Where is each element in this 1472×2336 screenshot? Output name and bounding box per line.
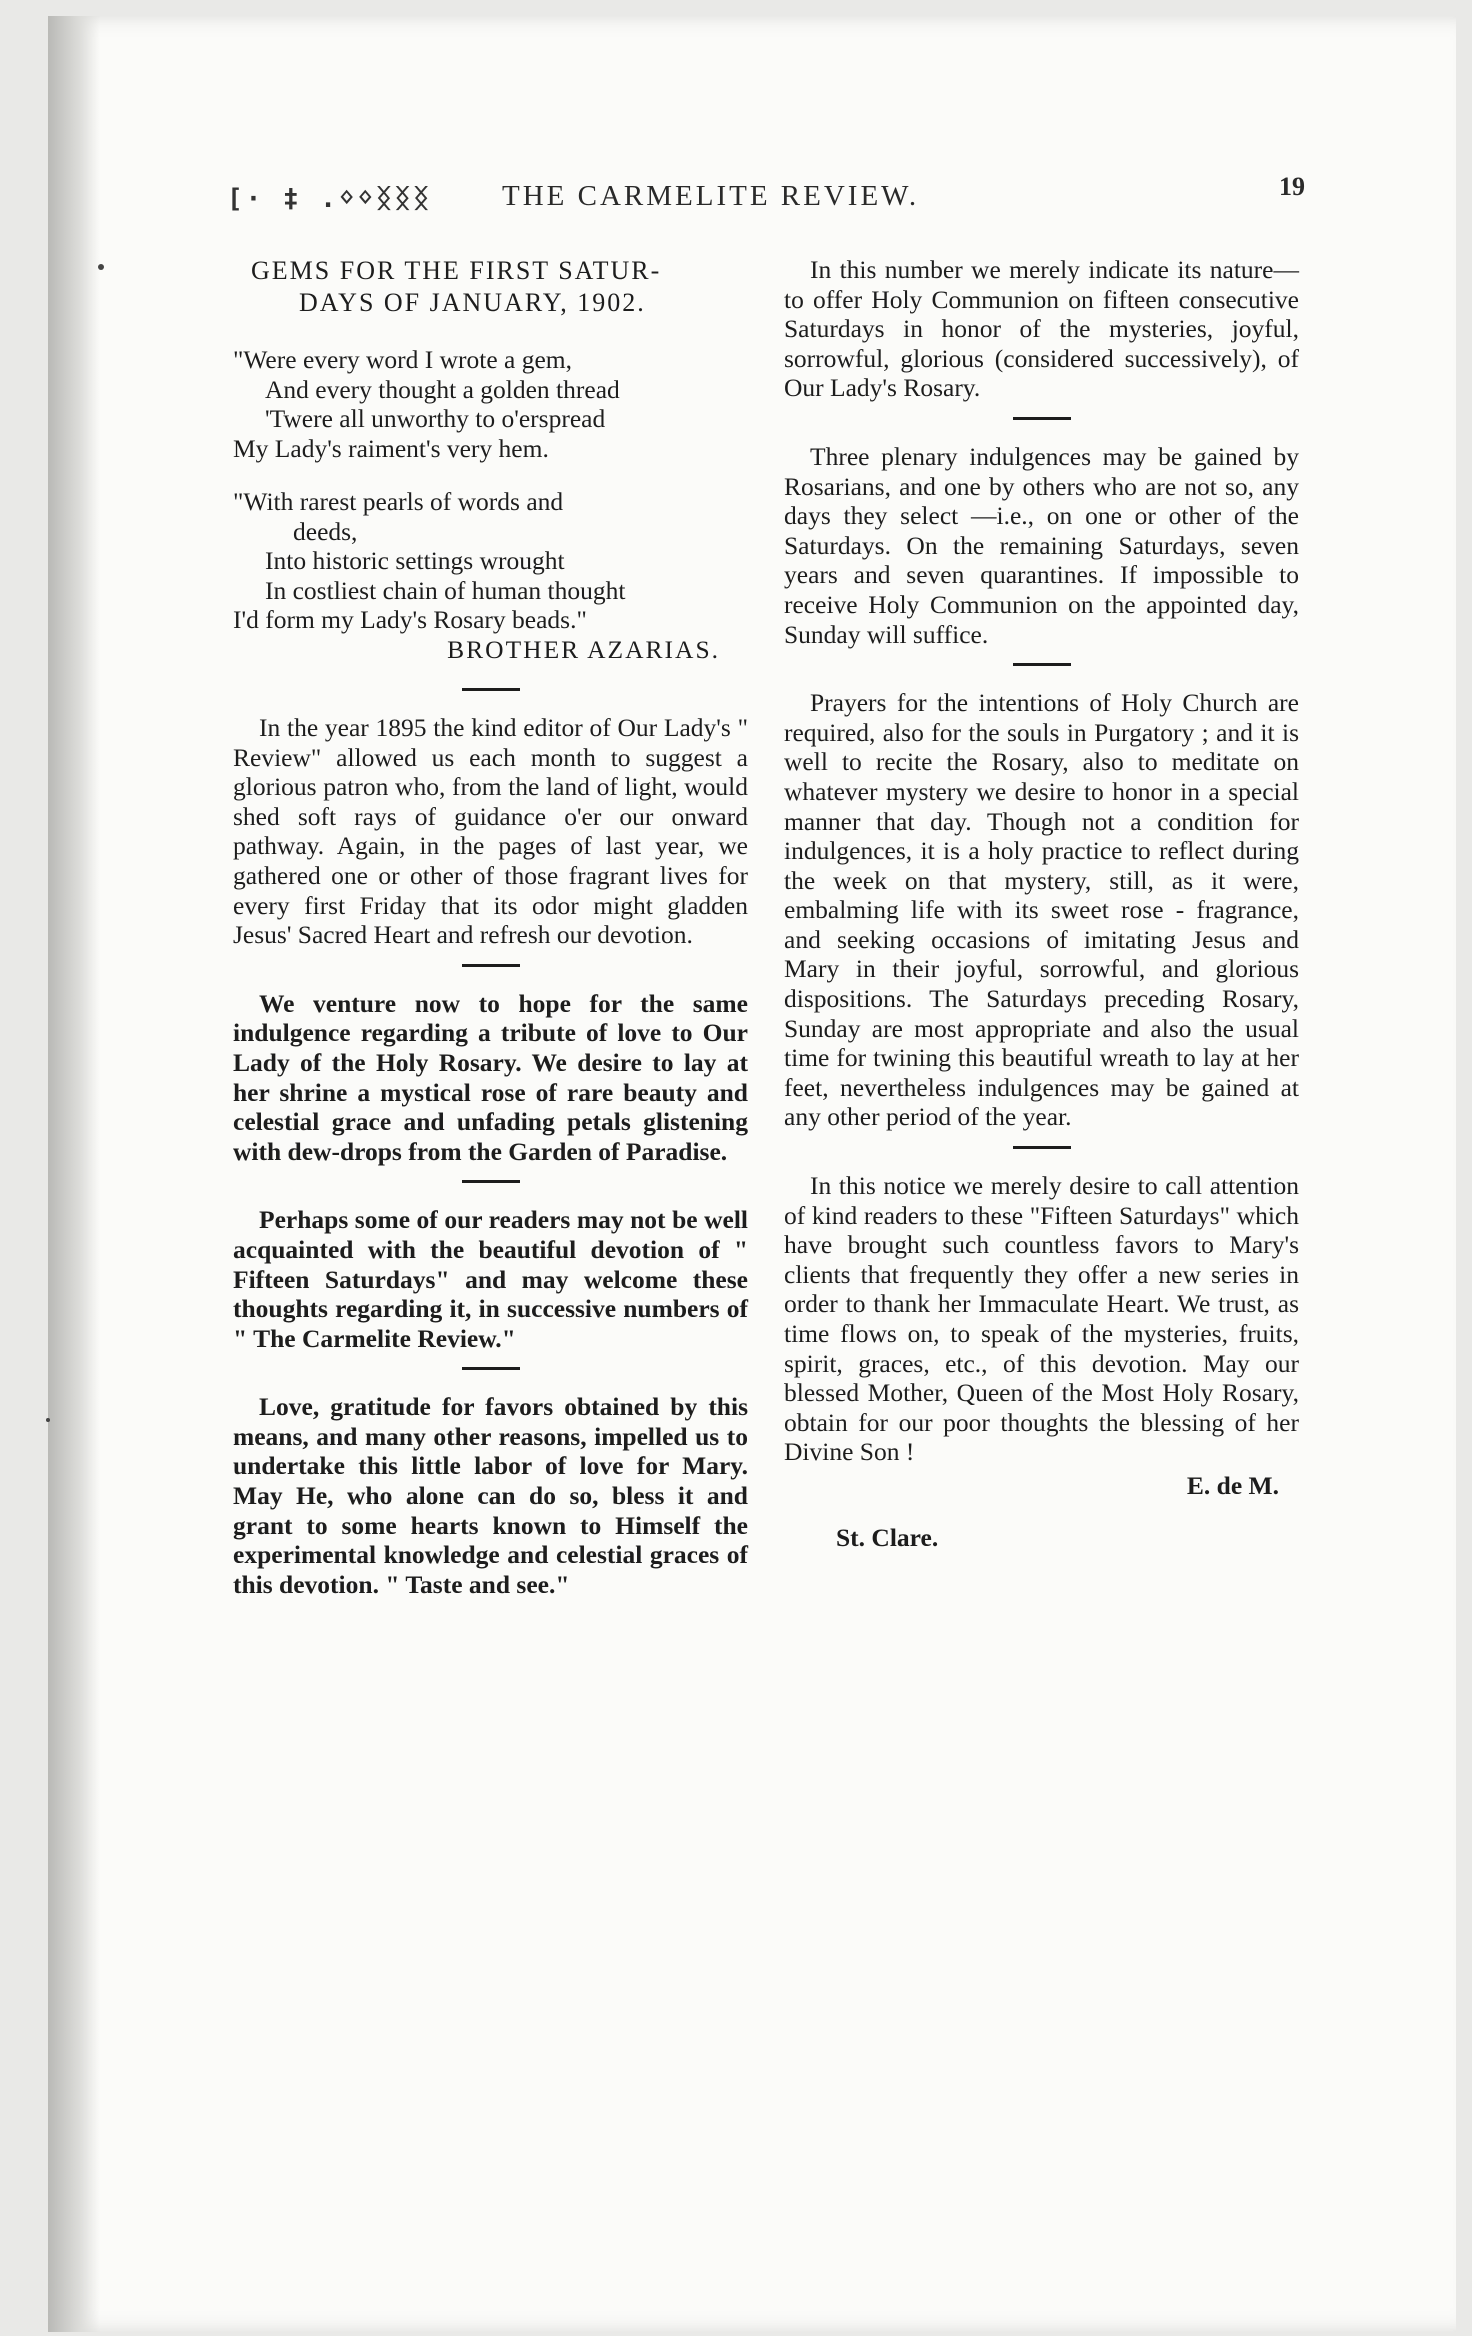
page-number: 19 <box>1279 172 1305 201</box>
section-divider <box>462 688 520 691</box>
verse-line: And every thought a golden thread <box>265 374 620 404</box>
verse-author: BROTHER AZARIAS. <box>447 634 720 664</box>
section-divider <box>1013 1146 1071 1149</box>
verse-line: "With rarest pearls of words and <box>233 487 564 516</box>
article-title-line-1: GEMS FOR THE FIRST SATUR- <box>251 256 662 285</box>
section-divider <box>1013 663 1071 666</box>
left-column <box>233 255 748 1599</box>
scan-speck <box>98 264 104 270</box>
verse-line: In costliest chain of human thought <box>265 575 626 605</box>
paragraph: In this number we merely indicate its nature—to offer Holy Communion on fifteen consecutive Saturdays in honor of the mysteries, joyful, sorrowful, glorious (considered successively), of Our Lady's Rosary. <box>784 255 1299 403</box>
verse-stanza-1 <box>233 345 748 463</box>
paragraph: In this notice we merely desire to call attention of kind readers to these "Fifteen Saturdays" which have brought such countless favors to Mary's clients that frequently they offer a new series in order to thank her Immaculate Heart. We trust, as time flows on, to speak of the mysteries, fruits, spirit, graces, etc., of this devotion. May our blessed Mother, Queen of the Most Holy Rosary, obtain for our poor thoughts the blessing of her Divine Son ! <box>784 1171 1299 1467</box>
section-divider <box>462 964 520 967</box>
verse-line: "Were every word I wrote a gem, <box>233 345 572 374</box>
paragraph: In the year 1895 the kind editor of Our Lady's " Review" allowed us each month to suggest a glorious patron who, from the land of light, would shed soft rays of guidance o'er our onward pathway. Again, in the pages of last year, we gathered one or other of those fragrant lives for every first Friday that its odor might gladden Jesus' Sacred Heart and refresh our devotion. <box>233 713 748 950</box>
article-title <box>251 255 748 319</box>
verse-line: Into historic settings wrought <box>265 546 565 575</box>
author-signature: E. de M. <box>1186 1470 1279 1500</box>
paragraph: Perhaps some of our readers may not be well acquainted with the beautiful devotion of " Fifteen Saturdays" and may welcome these thoughts regarding it, in successive numbers of " The Carmelite Review." <box>233 1205 748 1353</box>
header-ornament: [· ‡ .ᛜᛜᛝᛝᛝ <box>227 184 432 214</box>
verse-line: 'Twere all unworthy to o'erspread <box>265 404 606 433</box>
section-divider <box>462 1367 520 1370</box>
right-column <box>784 255 1299 1552</box>
verse-line: deeds, <box>293 516 358 546</box>
article-title-line-2: DAYS OF JANUARY, 1902. <box>299 288 646 317</box>
verse-stanza-2 <box>233 487 748 664</box>
paragraph: Three plenary indulgences may be gained by Rosarians, and one by others who are not so, any days they select —i.e., on one or other of the Saturdays. On the remaining Saturdays, seven years and seven quarantines. If impossible to receive Holy Communion on the appointed day, Sunday will suffice. <box>784 441 1299 649</box>
page-header <box>215 172 1305 222</box>
place-signature: St. Clare. <box>836 1522 939 1552</box>
verse-line: I'd form my Lady's Rosary beads." <box>233 605 587 634</box>
running-title: THE CARMELITE REVIEW. <box>502 180 920 212</box>
verse-line: My Lady's raiment's very hem. <box>233 433 549 463</box>
paragraph: Prayers for the intentions of Holy Church are required, also for the souls in Purgatory ; and it is well to recite the Rosary, also to meditate on whatever mystery we desire to honor in a special manner that day. Though not a condition for indulgences, it is a holy practice to reflect during the week on that mystery, still, as it were, embalming life with its sweet rose - fragrance, and seeking occasions of imitating Jesus and Mary in their joyful, sorrowful, and glorious dispositions. The Saturdays preceding Rosary, Sunday are most appropriate and also the usual time for twining this beautiful wreath to lay at her feet, nevertheless indulgences may be gained at any other period of the year. <box>784 688 1299 1132</box>
scan-speck <box>46 1418 50 1422</box>
paragraph: Love, gratitude for favors obtained by this means, and many other reasons, impelled us to undertake this little labor of love for Mary. May He, who alone can do so, bless it and grant to some hearts known to Himself the experimental knowledge and celestial graces of this devotion. " Taste and see." <box>233 1392 748 1599</box>
section-divider <box>1013 417 1071 420</box>
paragraph: We venture now to hope for the same indulgence regarding a tribute of love to Our Lady of the Holy Rosary. We desire to lay at her shrine a mystical rose of rare beauty and celestial grace and unfading petals glistening with dew-drops from the Garden of Paradise. <box>233 988 748 1166</box>
section-divider <box>462 1180 520 1183</box>
page-gutter-shadow <box>48 16 100 2332</box>
